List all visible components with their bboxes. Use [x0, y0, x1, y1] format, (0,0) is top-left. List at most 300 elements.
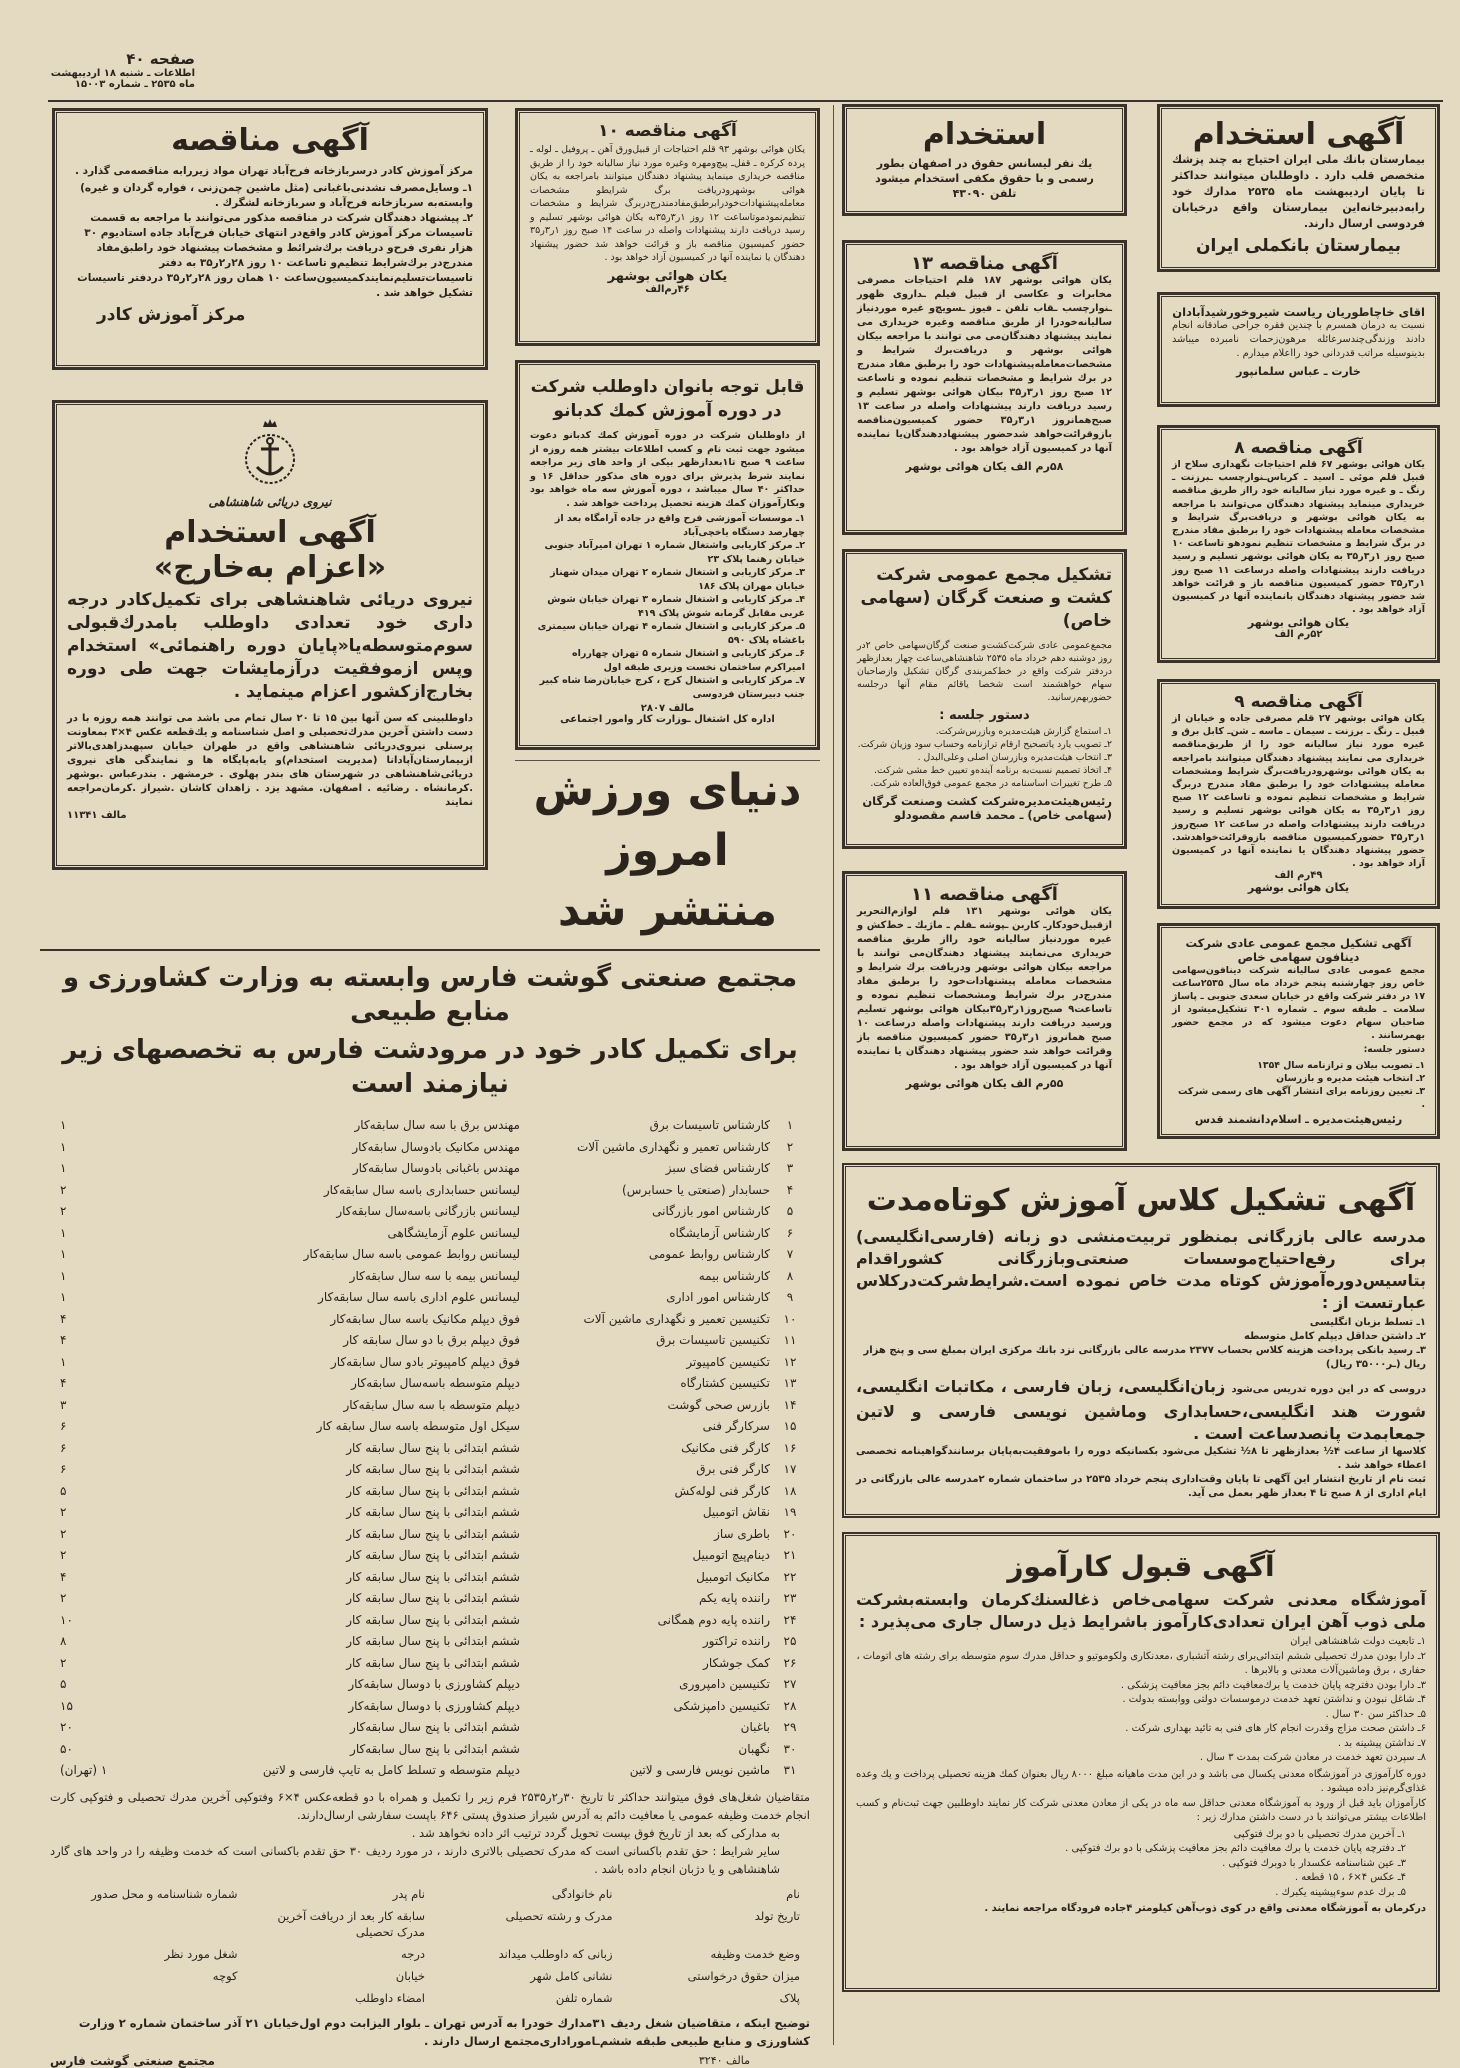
row-number: ۱۳ [783, 1376, 797, 1390]
job-title: تکنیسین کامپیوتر [686, 1354, 770, 1369]
row-number: ۱۲ [783, 1354, 797, 1369]
ad-title: قابل توجه بانوان داوطلب شرکت در دوره آموزش کمك کدبانو [530, 377, 805, 421]
short-course-ad [842, 1163, 1440, 1518]
list-item: ۸ـ سپردن تعهد خدمت در معادن شرکت بمدت ۳ سال . [1199, 1752, 1426, 1763]
ad-code: مالف ۲۸۰۷ [640, 703, 695, 714]
jobs-table [40, 1115, 820, 1782]
row-number: ۱۴ [783, 1397, 797, 1412]
form-field-label: کوچه [212, 1968, 238, 1983]
sports-subtitle: منتشر شد [557, 885, 778, 936]
job-title: کارشناس تعمیر و نگهداری ماشین آلات [576, 1139, 770, 1154]
list-item: ۲ـ دفترچه پایان خدمت یا برك معافیت دائم بجز معافیت پزشکی با دو برك فتوکپی . [1065, 1843, 1406, 1854]
job-requirement: ششم ابتدائی با پنج سال سابقه کار [346, 1548, 520, 1562]
job-ad-isfahan [842, 104, 1127, 216]
courses-list: زبان‌انگلیسی، زبان فارسی ، مکاتبات انگلیسی، شورت هند انگلیسی،حسابداری وماشین نویسی فارسی و لاتین جمعابمدت پانصدساعت است . [856, 1377, 1426, 1443]
job-requirement: دیپلم متوسطه باسه‌سال سابقه‌کار [351, 1376, 520, 1390]
column-divider [833, 105, 834, 2045]
job-requirement: مهندس باغبانی بادوسال سابقه‌کار [352, 1161, 520, 1175]
positions-count: ۲ [60, 1505, 67, 1519]
list-item: ۲ـ انتخاب هیئت مدیره و بازرسان [1276, 1073, 1425, 1084]
table-row [50, 1717, 810, 1739]
list-item: ۴ـ اتخاذ تصمیم نسبت‌به برنامه آینده‌و تعیین خط مشی شرکت. [874, 765, 1112, 776]
table-row [50, 1588, 810, 1610]
table-row [50, 1180, 810, 1202]
row-number: ۲۱ [783, 1548, 797, 1562]
table-row [50, 1696, 810, 1718]
ad-signature: مجتمع صنعتی گوشت فارس [50, 2053, 215, 2068]
masthead [45, 50, 195, 90]
form-field-label: پلاک [779, 1990, 800, 2005]
table-row [50, 1137, 810, 1159]
ad-title: آگهی مناقصه ۹ [1234, 692, 1363, 712]
job-requirement: ششم ابتدائی با پنج سال سابقه کار [346, 1526, 520, 1541]
job-requirement: ششم ابتدائی با پنج سال سابقه کار [346, 1483, 520, 1498]
table-row [50, 1610, 810, 1632]
list-item: ۲ـ تصویب یارد یاتصحیح ارقام ترازنامه وحساب سود وزیان شرکت. [857, 739, 1112, 750]
job-requirement: فوق دیپلم برق با دو سال سابقه کار [343, 1333, 520, 1347]
navy-emblem-icon [235, 413, 305, 493]
job-requirement: لیسانس بیمه با سه سال سابقه‌کار [349, 1268, 520, 1283]
ad-body: داوطلبینی که سن آنها بین ۱۵ تا ۲۰ سال تمام می باشد می توانند همه روزه با در دست داشتن آخرین مدرك‌تحصیلی و اصل شناسنامه و یك‌قطعه عکس ۴×۳ بمعاونت پرسنلی نیروی‌دریائی شاهنشاهی واقع در طهران خیابان سپهبدزاهدی‌بالاتر ازبیمارستان‌آپادانا (مدیریت استخدام)و یابه‌پایگاه ها و نمایندگی های نیروی دریائی‌شاهنشاهی در شهرستان های بندر پهلوی . خرمشهر . بندرعباس .بوشهر .کرمانشاه . رضائیه . اصفهان. مشهد یزد . زاهدان کاشان .شیراز .کرمان‌مراجعه نمایند [67, 713, 473, 808]
table-row [50, 1502, 810, 1524]
job-requirement: سیکل اول متوسطه باسه سال سابقه کار [316, 1419, 520, 1433]
table-row [50, 1223, 810, 1245]
sports-magazine-ad [515, 760, 820, 941]
ad-body: مجمع عمومی عادی سالیانه شرکت دینافون‌سهامی خاص روز چهارشنبه پنجم خرداد ماه سال ۲۵۳۵ساعت ۱۷ در دفتر شرکت واقع در خیابان سعدی جنوبی ـ پاساژ سلامت ـ طبقه سوم ـ شماره ۳۰۱ تشکیل‌میشود از صاحبان سهام دعوت میشود که در مجمع حضور بهمرسانند . [1172, 965, 1425, 1041]
positions-count: ۱ [60, 1247, 67, 1261]
table-row [50, 1438, 810, 1460]
hospital-job-ad [1157, 104, 1440, 272]
emblem-caption: نیروی دریائی شاهنشاهی [208, 495, 332, 509]
table-row [50, 1416, 810, 1438]
job-title: کارشناس روابط عمومی [648, 1247, 770, 1261]
ad-headline: برای تکمیل کادر خود در مرودشت فارس به تخصصهای زیر نیازمند است [62, 1035, 798, 1099]
top-columns-right [842, 104, 1440, 1151]
job-title: کارشناس بیمه [698, 1268, 770, 1283]
list-item: ۳ـ عین شناسنامه عکسدار با دوبرك فتوکپی . [1222, 1857, 1406, 1869]
job-title: بازرس صحی گوشت [667, 1397, 770, 1412]
ad-code: ۴۹رم الف [1274, 870, 1323, 882]
ad-body: یکان هوائی بوشهر ۱۸۷ قلم احتیاجات مصرفی مخابرات و عکاسی از قبیل فیلم ـداروی ظهور ـنوارچسب ـقاب تلفن ـ فیوز ـسویچ‌و غیره موردنیاز سالیانه‌خودرا از طریق مناقصه وغیره خریداری می نمایند پیشنهاد دهندگان‌می می توانند با مراجعه بیکان هوائی بوشهر و دریافت‌برك شرایط و مشخصات‌معامله‌پیشنهادات خود را برطبق مفاد مندرج در برك شرایط و مشخصات تنظیم نموده و تاساعت ۱۲ صبح روز ۱ر۳ر۳۵ بیکان هوائی بوشهر تسلیم و رسید دریافت دارند پیشنهادات واصله در ساعت ۱۳ صبح‌همانروز ۱ر۳ر۳۵ حضور کمیسیون‌مناقصه بازوقرائت‌خواهد شدحضور پیشنهاددهندگان‌یا نماینده آنها در کمیسیون آزاد خواهد بود . [857, 275, 1112, 454]
row-number: ۲۲ [783, 1569, 797, 1584]
ad-items [856, 1635, 1426, 1766]
form-field-label: شماره تلفن [555, 1990, 613, 2005]
job-requirement: ششم ابتدائی با پنج سال سابقه‌کار [350, 1720, 520, 1734]
table-row [50, 1395, 810, 1417]
ad-title: آگهی مناقصه ۱۳ [911, 253, 1058, 274]
positions-count: ۸ [60, 1634, 67, 1648]
row-number: ۲۵ [783, 1634, 797, 1648]
ad-code: مالف ۱۱۳۴۱ [67, 810, 127, 821]
issue-date: اطلاعات ـ شنبه ۱۸ اردیبهشت [50, 68, 195, 79]
table-row [50, 1524, 810, 1546]
row-number: ۱۷ [783, 1462, 797, 1476]
ad-phone: تلفن ۴۳۰۹۰ [952, 187, 1017, 200]
dinafon-assembly-ad [1157, 923, 1440, 1139]
ad-lead: نیروی دریائی شاهنشاهی برای تکمیل‌کادر درجه داری خود تعدادی داوطلب بامدرك‌قبولی سوم‌متوسطه‌یا«پایان دوره راهنمائی» استخدام وپس ازموفقیت درآزمایشات جهت طی دوره بخارج‌ازکشور اعزام مینماید . [67, 590, 473, 702]
sports-title: دنیای ورزش امروز [533, 765, 802, 876]
job-requirement: لیسانس بازرگانی باسه‌سال سابقه‌کار [336, 1204, 520, 1218]
row-number: ۹ [786, 1290, 794, 1304]
row-number: ۲۰ [783, 1526, 797, 1541]
positions-count: ۶ [60, 1462, 67, 1476]
job-requirement: لیسانس روابط عمومی باسه سال سابقه‌کار [303, 1247, 520, 1261]
ad-code: ۴۶رم‌الف [645, 283, 690, 295]
job-requirement: ششم ابتدائی با پنج سال سابقه کار [346, 1440, 520, 1455]
list-item: ۱ـ تسلط بزبان انگلیسی [1309, 1317, 1426, 1328]
row-number: ۷ [786, 1247, 794, 1261]
job-title: کارشناس تاسیسات برق [649, 1118, 770, 1132]
row-number: ۱۵ [783, 1419, 797, 1433]
table-row [50, 1760, 810, 1782]
ad-signature: رئیس‌هیئت‌مدیره ـ اسلام‌دانشمند قدس [1194, 1113, 1403, 1126]
job-title: کارگر فنی مکانیک [681, 1440, 770, 1455]
table-row [50, 1115, 810, 1137]
positions-count: ۴ [60, 1376, 67, 1390]
job-title: تکنیسین دامپزشکی [673, 1698, 770, 1713]
ad-title: آگهی مناقصه ۱۰ [598, 121, 737, 141]
ad-lead: مدرسه عالی بازرگانی بمنظور تربیت‌منشی دو زبانه (فارسی‌انگلیسی) برای رفع‌احتیاج‌موسسات صنعتی‌وبازرگانی کشوراقدام بتاسیس‌دوره‌آموزش کوتاه مدت خاص نموده است.شرایط‌شرکت‌درکلاس عبارتست از : [856, 1227, 1426, 1312]
ad-body: یك نفر لیسانس حقوق در اصفهان بطور رسمی و با حقوق مکفی استخدام میشود [875, 157, 1094, 185]
list-item: ۱ـ وسایل‌مصرف نشدنی‌باغبانی (مثل ماشین چمن‌زنی ، فواره گردان و غیره) وابسته‌به سربازخانه فرح‌آباد و سربازخانه لشگرك . [80, 182, 473, 209]
job-requirement: ششم ابتدائی با پنج سال سابقه کار [346, 1634, 520, 1648]
ad-title: آگهی استخدام [1192, 117, 1405, 152]
agenda-title: دستور جلسه: [1363, 1044, 1425, 1055]
list-item: ۲ـ دارا بودن مدرك تحصیلی ششم ابتدائی‌برای رشته آتشباری ،معدنکاری ولکوموتیو و حداقل مدرك سوم متوسطه برای رشته های اتومات ، حفاری ، برق وماشین‌آلات معدنی و بالابرها . [856, 1650, 1426, 1676]
row-number: ۱ [786, 1118, 794, 1132]
list-item: ۱ـ استماع گزارش هیئت‌مدیره وبازرس‌شرکت. [935, 726, 1112, 737]
table-row [50, 1309, 810, 1331]
list-item: ۳ـ مرکز کاریابی و اشتغال شماره ۲ تهران میدان شهناز خیابان مهران پلاک ۱۸۶ [550, 567, 805, 592]
training-period: دوره کارآموزی در آموزشگاه معدنی یکسال می باشد و در این مدت ماهیانه مبلغ ۸۰۰۰ ریال بعنوان کمك هزینه تحصیلی پرداخت و یك وعده غذای‌گرم‌نیز داده میشود . [856, 1768, 1426, 1794]
row-number: ۳۱ [783, 1763, 797, 1777]
positions-count: ۱ (تهران) [60, 1763, 108, 1777]
job-title: ماشین نویس فارسی و لاتین [629, 1763, 770, 1777]
ad-code: ۵۲رم الف [1274, 629, 1323, 641]
job-title: کمک جوشکار [703, 1655, 770, 1670]
table-row [50, 1567, 810, 1589]
positions-count: ۶ [60, 1419, 67, 1433]
ad-body: مرکز آموزش کادر درسربازخانه فرح‌آباد تهران مواد زیررابه مناقصه‌می گذارد . [75, 165, 473, 177]
ad-signature: ۵۸رم الف یکان هوائی بوشهر [905, 460, 1064, 473]
row-number: ۳ [786, 1161, 794, 1175]
left-half [52, 108, 820, 2068]
table-row [50, 1739, 810, 1761]
positions-count: ۲ [60, 1548, 67, 1562]
row-number: ۶ [786, 1225, 794, 1240]
positions-count: ۵ [60, 1483, 67, 1498]
list-item: ۲ـ مرکز کاریابی واشتغال شماره ۱ تهران امیرآباد جنوبی خیابان رهنما پلاک ۲۳ [544, 540, 805, 565]
ad-title: آگهی مناقصه ۱۱ [911, 884, 1058, 905]
row-number: ۴ [786, 1182, 794, 1197]
row-number: ۲۷ [783, 1677, 797, 1691]
notice-title: اقای خاچاطوریان ریاست شیروخورشیدآبادان [1172, 305, 1425, 319]
job-requirement: دیپلم متوسطه با سه سال سابقه‌کار [343, 1397, 520, 1412]
ad-body: یکان هوائی بوشهر ۲۷ قلم مصرفی جاده و خیابان از قبیل ـ رنگ ـ برزنت ـ سیمان ـ ماسه ـ شن‌ـ کابل برق و غیره مورد نیاز سالیانه خود را از طریق‌مناقصه خریداری می نمایند پیشنهاد دهندگان میتوانند بامراجعه به یکان هوائی بوشهرودریافت‌برگ شرایط ومشخصات معامله پیشنهادات خود را برطبق مفاد مندرج دربرگ شرایط و مشخصات تنظیم نموده و تاساعت ۱۲ صبح روز ۱ر۳ر۳۵ به یکان هوائی بوشهر تسلیم و رسید دریافت دارند پیشنهادات واصله در ساعت ۱۲ صبح‌روز ۱ر۳ر۳۵ حضورکمیسیون مناقصه بازوقرائت‌خواهدشد. حضور پیشنهاد دهندگان یا نماینده آنها در کمیسیون آزاد خواهد بود . [1172, 713, 1426, 870]
job-title: کارگر فنی برق [696, 1462, 770, 1476]
tehran-note: توضیح اینکه ، متقاضیان شغل ردیف ۳۱مدارك خودرا به آدرس تهران ـ بلوار الیزابت دوم اول‌خیابان ۲۱ آذر ساختمان شماره ۲ وزارت کشاورزی و منابع طبیعی طبقه ششم‌ـاموراداری‌مجتمع ارسال دارند . [78, 2015, 810, 2048]
ad-title: آگهی مناقصه ۸ [1234, 438, 1363, 458]
ad-headline: مجتمع صنعتی گوشت فارس وابسته به وزارت کشاورزی و منابع طبیعی [62, 963, 798, 1027]
table-row [50, 1631, 810, 1653]
job-title: راننده پایه دوم همگانی [657, 1612, 770, 1627]
job-title: تکنیسین تاسیسات برق [656, 1333, 770, 1347]
positions-count: ۶ [60, 1440, 67, 1455]
positions-count: ۱ [60, 1118, 67, 1132]
ad-code: مالف ۳۲۴۰ [698, 2053, 750, 2067]
form-field-label: نام خانوادگی [551, 1886, 613, 1901]
form-field-label [60, 1990, 238, 2006]
job-requirement: ششم ابتدائی با پنج سال سابقه کار [346, 1462, 520, 1476]
list-item: ۴ـ عکس ۴×۶ ، ۱۵ قطعه . [1294, 1872, 1406, 1883]
list-item: ۳ـ دارا بودن دفترچه پایان خدمت یا برك‌معافیت دائم بجز معافیت پزشکی . [1120, 1679, 1426, 1691]
job-requirement: دیپلم متوسطه و تسلط کامل به تایپ فارسی و لاتین [262, 1763, 520, 1777]
top-columns-left [52, 108, 820, 941]
positions-count: ۱ [60, 1354, 67, 1369]
housekeeping-course-ad [515, 360, 820, 750]
job-requirement: ششم ابتدائی با پنج سال سابقه کار [346, 1612, 520, 1627]
list-item: ۵ـ برك عدم سوءپیشینه یکبرك . [1275, 1886, 1406, 1898]
row-number: ۵ [786, 1204, 794, 1218]
job-requirement: لیسانس علوم اداری باسه سال سابقه‌کار [318, 1290, 520, 1304]
address: درکرمان به آموزشگاه معدنی واقع در کوی ذوب‌آهن کیلومتر ۴جاده فرودگاه مراجعه نمایند . [984, 1903, 1426, 1914]
agenda-title: دستور جلسه : [939, 708, 1030, 723]
list-item: ۵ـ مرکز کاریابی و اشتغال شماره ۴ تهران خیابان سیمتری باغشاه پلاک ۵۹۰ [537, 621, 805, 646]
list-item: ۳ـ تعیین روزنامه برای انتشار آگهی های رسمی شرکت . [1178, 1086, 1425, 1110]
form-field-label: زبانی که داوطلب میداند [498, 1946, 613, 1961]
ad-signature: رئیس‌هیئت‌مدیره‌شرکت کشت وصنعت گرگان (سهامی خاص) ـ محمد قاسم مقصودلو [862, 794, 1112, 822]
column-1 [52, 108, 488, 870]
positions-count: ۲ [60, 1591, 67, 1605]
fars-meat-recruitment-ad [40, 949, 820, 2068]
table-row [50, 1352, 810, 1374]
application-instructions: متقاضیان شغل‌های فوق میتوانند حداکثر تا تاریخ ۳۰ر۲ر۲۵۳۵ فرم زیر را تکمیل و همراه با دو قطعه‌عکس ۴×۶ وفتوکپی آخرین مدرك تحصیلی و فتوکپی کارت انجام خدمت وظیفه عمومی یا معافیت دائم به آدرس شیراز صندوق پستی ۶۴۶ باپست سفارشی ارسال‌دارند. [50, 1789, 810, 1822]
job-title: کارشناس فضای سبز [665, 1161, 770, 1175]
job-title: راننده پایه یکم [698, 1591, 770, 1605]
column-2 [515, 108, 820, 941]
ad-signature: اداره کل اشتغال ـوزارت کار وامور اجتماعی [560, 714, 775, 725]
form-field-label: مدرک و رشته تحصیلی [505, 1908, 613, 1923]
job-requirement: دیپلم کشاورزی با دوسال سابقه‌کار [348, 1698, 520, 1713]
list-item: ۴ـ مرکز کاریابی و اشتغال شماره ۳ تهران خیابان شوش غربی مقابل گرمابه شوش پلاک ۴۱۹ [547, 594, 805, 619]
other-conditions: سایر شرایط : حق تقدم باکسانی است که مدرک تحصیلی بالاتری دارند ، در مورد ردیف ۳۰ حق تقدم باکسانی است که خدمت وظیفه را در واحد های گارد شاهنشاهی و یا دژبان انجام داده باشد . [50, 1843, 780, 1876]
row-number: ۳۰ [783, 1741, 797, 1756]
positions-count: ۲ [60, 1655, 67, 1670]
ad-items [530, 512, 805, 701]
row-number: ۲ [786, 1139, 794, 1154]
ad-body: مجمع‌عمومی عادی شرکت‌کشت‌و صنعت گرگان‌سهامی خاص ۲در روز دوشنبه دهم خرداد ماه ۲۵۳۵ شاهنشاهی‌ساعت چهار بعدازظهر دردفتر شرکت واقع در خط‌کمربندی گرگان تشکیل وازصاحبان سهام خواهشمند است شخصا یاقائم مقام آنها درجلسه حضوربهم‌رسانید. [857, 640, 1112, 703]
ad-signature: ۵۵رم الف یکان هوائی بوشهر [905, 1077, 1064, 1090]
job-title: تکنیسین کشتارگاه [680, 1376, 770, 1390]
ad-paragraphs [40, 1788, 820, 1878]
ad-lead: آموزشگاه معدنی شرکت سهامی‌خاص ذغالسنك‌کرمان وابسته‌بشرکت ملی ذوب آهن ایران تعدادی‌کارآموز باشرایط ذیل درسال جاری می‌پذیرد : [856, 1590, 1426, 1631]
list-item: ۳ـ رسید بانکی پرداخت هزینه کلاس بحساب ۲۳۷۷ مدرسه عالی بازرگانی نزد بانك مرکزی ایران بمبلغ سی و پنج هزار ریال (ـر۳۵۰۰۰ ریال) [863, 1345, 1426, 1370]
positions-count: ۳ [60, 1397, 67, 1412]
ad-items [856, 1316, 1426, 1372]
job-title: مکانیک اتومبیل [696, 1569, 770, 1584]
positions-count: ۱ [60, 1290, 67, 1304]
job-title: نگهبان [738, 1741, 770, 1756]
job-requirement: لیسانس حسابداری باسه سال سابقه‌کار [323, 1182, 520, 1197]
table-row [50, 1201, 810, 1223]
form-field-label: امضاء داوطلب [354, 1990, 425, 2005]
table-row [50, 1373, 810, 1395]
ad-signature: بیمارستان بانکملی ایران [1196, 236, 1401, 256]
job-title: تکنیسین دامپروری [679, 1677, 770, 1691]
tender-11-ad [842, 871, 1127, 1151]
ad-body: از داوطلبان شرکت در دوره آموزش کمك کدبانو دعوت میشود جهت ثبت نام و کسب اطلاعات بیشتر همه روزه از ساعت ۹ صبح تا۱بعدازظهر بیکی از واحد های زیر مراجعه نمایند شرط پذیرش برای دوره های مذکور حداقل ۱۶ و حداکثر ۴۰ سال میباشد ، دوره آموزش سه ماه خواهد بود وبکارآموزان کمك هزینه تحصیل پرداخت خواهد شد . [530, 430, 806, 509]
table-row [50, 1545, 810, 1567]
agenda-items [857, 725, 1112, 790]
ad-body: بیمارستان بانك ملی ایران احتیاج به چند پزشك متخصص قلب دارد . داوطلبان میتوانند حداکثر تا پایان اردیبهشت ماه ۲۵۳۵ مدارك خود رابه‌دبیرخانه‌این بیمارستان واقع درخیابان فردوسی ارسال دارند. [1172, 153, 1425, 230]
row-number: ۱۱ [783, 1333, 797, 1347]
job-requirement: ششم ابتدائی با پنج سال سابقه کار [346, 1591, 520, 1605]
ad-signature: یکان هوائی بوشهر [1247, 616, 1350, 630]
tender-13-ad [842, 240, 1127, 535]
ad-body: یکان هوائی بوشهر ۱۳۱ قلم لوازم‌التحریر ازقبیل‌خود‌کارـ کاربن ـپوشه ـقلم ـ ماژیك ـ خط‌کش و غیره موردنیاز سالیانه خود رااز طریق مناقصه خریداری می‌نمایند پیشنهاد دهندگان‌می توانند با مراجعه بیکان هوائی بوشهر ودریافت برك شرایط و مشخصات معامله پیشنهادات‌خود را برطبق مفاد مندرج‌در برك شرایط ومشخصات تنظیم نموده و تاساعت۹ صبح‌روز۱ر۳ر۳۵بیکان هوائی بوشهر تسلیم ورسید دریافت دارند پیشنهادات واصله درساعت ۱۰ صبح همانروز ۱ر۳ر۳۵ حضور کمیسیون مناقصه باز وقرائت خواهد شد حضور پیشنهاد دهندگان یا نماینده آنها در کمیسیون آزاد خواهد بود . [857, 906, 1112, 1071]
table-row [50, 1653, 810, 1675]
list-item: ۲ـ داشتن حداقل دیپلم کامل متوسطه [1243, 1331, 1426, 1342]
column-3 [842, 104, 1127, 1151]
job-requirement: فوق دیپلم مکانیک باسه سال سابقه‌کار [330, 1311, 520, 1326]
positions-count: ۱ [60, 1139, 67, 1154]
form-field-label: نام پدر [392, 1886, 425, 1901]
table-row [50, 1459, 810, 1481]
row-number: ۲۴ [783, 1612, 797, 1627]
job-requirement: ششم ابتدائی با پنج سال سابقه‌کار [350, 1741, 520, 1756]
job-requirement: ششم ابتدائی با پنج سال سابقه کار [346, 1569, 520, 1584]
row-number: ۲۳ [783, 1591, 797, 1605]
job-title: باغبان [740, 1720, 770, 1734]
row-number: ۱۰ [783, 1311, 797, 1326]
thank-you-notice [1157, 292, 1440, 407]
job-title: کارشناس امور اداری [666, 1290, 770, 1304]
issue-number: ماه ۲۵۳۵ ـ شماره ۱۵۰۰۳ [74, 79, 195, 90]
row-number: ۲۶ [783, 1655, 797, 1670]
positions-count: ۲ [60, 1182, 67, 1197]
top-rule [48, 100, 1443, 102]
ad-title: استخدام [922, 117, 1047, 152]
ad-signature: یکان هوائی بوشهر [1247, 881, 1350, 895]
form-field-label: نام [786, 1886, 800, 1901]
ad-signature: یکان هوائی بوشهر [607, 268, 728, 284]
positions-count: ۵۰ [60, 1741, 73, 1756]
ad-title: آگهی تشکیل مجمع عمومی عادی شرکت دینافون سهامی خاص [1185, 936, 1412, 964]
positions-count: ۵ [60, 1677, 67, 1691]
list-item: ۵ـ طرح تغییرات اساسنامه در مجمع عمومی فوق‌العاده شرکت. [870, 778, 1112, 789]
positions-count: ۱۵ [60, 1698, 73, 1713]
ad-body: یکان هوائی بوشهر ۶۷ قلم احتیاجات نگهداری سلاح از قبیل قلم موئی ـ اسید ـ کرباس‌ـنوارچسب ـبرزنت ـ رنگ ـ و غیره مورد نیاز سالیانه خود رااز طریق مناقصه خریداری مینماید پیشنهاد دهندگان می‌توانند با مراجعه به یکان هوائی بوشهر و دریافت‌برگ شرایط و مشخصات معامله پیشنهادات خود را برطبق مفاد مندرج در برگ شرایط و مشخصات تنظیم نمودهو تاساعت ۱۰ صبح روز ۱ر۳ر۳۵ به یکان هوائی بوشهر تسلیم و رسید دریافت دارند پیشنهادات واصله درساعت ۱۱ صبح روز ۱ر۳ر۳۵ حضور کمیسیون مناقصه باز و قرائت خواهد شد حضور پیشنهاد دهندگان بانماینده آنها در کمیسیون آزاد خواهد بود . [1172, 459, 1425, 616]
table-row [50, 1330, 810, 1352]
ad-title: آگهی قبول کارآموز [1007, 1550, 1275, 1583]
list-item: ۷ـ نداشتن پیشینه بد . [1337, 1737, 1426, 1749]
positions-count: ۱ [60, 1161, 67, 1175]
application-form [40, 1886, 820, 2006]
job-title: کارشناس امور بازرگانی [652, 1204, 770, 1218]
list-item: ۱ـ تابعیت دولت شاهنشاهی ایران [1290, 1636, 1426, 1647]
table-row [50, 1481, 810, 1503]
right-half [842, 104, 1440, 1992]
job-title: راننده تراکتور [702, 1634, 770, 1648]
ad-title: آگهی مناقصه [171, 123, 369, 158]
tender-8-ad [1157, 425, 1440, 663]
row-number: ۱۶ [783, 1440, 797, 1455]
ad-footer [40, 2054, 820, 2068]
table-row [50, 1244, 810, 1266]
form-field-label: وضع خدمت وظیفه [710, 1946, 800, 1961]
job-requirement: مهندس برق با سه سال سابقه‌کار [354, 1118, 520, 1132]
ad-body: یکان هوائی بوشهر ۹۳ قلم احتیاجات از قبیل‌ورق آهن ـ پروفیل ـ لوله ـ پرده کرکره ـ قفل‌ـ پیچ‌ومهره وغیره مورد نیاز سالیانه خود را از طریق مناقصه خریداری مینماید پیشنهاد دهندگان میتوانند بامراجعه به یکان هوائی بوشهرودریافت برگ شرایطو مشخصات معامله‌پیشنهادات‌خودرابرطبق‌مفادمندرج‌دربرگ شرایط و مشخصات تنظیم‌نمودموتاساعت ۱۲ روز ۱ر۳ر۳۵به یکان هوائی بوشهر تسلیم و رسید دریافت دارند پیشنهادات واصله در ساعت ۱۴ صبح روز ۱ر۳ر۳۵ حضور کمیسیون مناقصه باز و قرائت خواهد شد حضور پیشنهاد دهندگان یا نماینده آنها در کمیسیون آزاد خواهد بود . [530, 144, 805, 263]
class-hours: کلاسها از ساعت ۴½ بعدازظهر تا ۸½ تشکیل می‌شود بکسانیکه دوره را باموفقیت‌به‌پایان برسانندگواهینامه تخصصی اعطاء خواهد شد . [856, 1446, 1426, 1471]
table-row [50, 1287, 810, 1309]
ad-title: آگهی استخدام [164, 515, 376, 550]
positions-count: ۲۰ [60, 1720, 73, 1734]
form-field-label: شغل مورد نظر [164, 1946, 238, 1961]
list-item: ۳ـ انتخاب هیئت‌مدیره وبازرسان اصلی وعلی‌البدل . [917, 752, 1112, 763]
job-title: تکنیسین تعمیر و نگهداری ماشین آلات [583, 1311, 770, 1326]
notice-body: نسبت به درمان همسرم با چندین فقره جراحی صادقانه انجام دادند وزندگی‌چندسرعائله مرهون‌زحمات نامبرده میباشد بدینوسیله مراتب قدردانی خود رااعلام میدارم . [1172, 320, 1425, 359]
notice-signature: خارت ـ عباس سلمانپور [1236, 365, 1361, 378]
late-submission-note: به مدارکی که بعد از تاریخ فوق بپست تحویل گردد ترتیب اثر داده نخواهد شد . [411, 1825, 780, 1840]
tender-ad-training-center [52, 108, 488, 370]
ad-title: تشکیل مجمع عمومی شرکت کشت و صنعت گرگان (سهامی خاص) [860, 565, 1112, 631]
gorgan-assembly-ad [842, 549, 1127, 849]
list-item: ۵ـ حداکثر سن ۳۰ سال . [1325, 1708, 1426, 1720]
positions-count: ۱ [60, 1225, 67, 1240]
table-row [50, 1266, 810, 1288]
list-item: ۱ـ تصویب بیلان و ترازنامه سال ۱۳۵۴ [1257, 1060, 1425, 1071]
positions-count: ۲ [60, 1204, 67, 1218]
list-item: ۱ـ موسسات آموزشی فرح واقع در جاده آرامگاه بعد از چهارصد دستگاه یاخچی‌آباد [554, 513, 805, 538]
list-item: ۱ـ آخرین مدرك تحصیلی با دو برك فتوکپی [1233, 1828, 1406, 1840]
ad-signature: مرکز آموزش کادر [97, 305, 246, 325]
positions-count: ۴ [60, 1311, 67, 1326]
job-title: حسابدار (صنعتی یا حسابرس) [622, 1182, 770, 1197]
form-field-label: سابقه کار بعد از دریافت آخرین مدرک تحصیلی [277, 1908, 425, 1939]
form-field-label: خیابان [395, 1968, 425, 1983]
column-4 [1157, 104, 1440, 1139]
positions-count: ۲ [60, 1526, 67, 1541]
positions-count: ۴ [60, 1333, 67, 1347]
form-field-label: شماره شناسنامه و محل صدور [91, 1886, 238, 1901]
job-title: سرکارگر فنی [702, 1419, 770, 1433]
ad-title: آگهی تشکیل کلاس آموزش کوتاه‌مدت [866, 1183, 1416, 1218]
job-title: دینام‌پیچ اتومبیل [692, 1548, 770, 1562]
form-field-label: نشانی کامل شهر [530, 1968, 613, 1983]
agenda-items [1172, 1059, 1425, 1111]
job-requirement: ششم ابتدائی با پنج سال سابقه کار [346, 1505, 520, 1519]
job-title: باطری ساز [714, 1526, 770, 1541]
required-documents [856, 1828, 1426, 1901]
ad-subtitle: «اعزام به‌خارج» [153, 550, 387, 585]
job-requirement: دیپلم کشاورزی با دوسال سابقه‌کار [348, 1677, 520, 1691]
list-item: ۷ـ مرکز کاریابی و اشتغال کرج ، کرج خیابان‌رضا شاه کبیر جنب دبیرستان فردوسی [539, 675, 805, 700]
row-number: ۲۸ [783, 1698, 797, 1713]
job-title: کارشناس آزمایشگاه [669, 1225, 770, 1240]
tender-9-ad [1157, 679, 1440, 909]
table-row [50, 1158, 810, 1180]
row-number: ۱۸ [783, 1483, 797, 1498]
courses [856, 1376, 1426, 1445]
positions-count: ۱ [60, 1268, 67, 1283]
job-requirement: فوق دیپلم کامپیوتر بادو سال سابقه‌کار [330, 1354, 520, 1369]
page-number: صفحه ۴۰ [126, 50, 195, 68]
navy-recruitment-ad [52, 400, 488, 870]
registration-info: کارآموزان باید قبل از ورود به آموزشگاه معدنی حداقل سه ماه در یکی از معادن معدنی شرکت کار نمایند داوطلبین جهت ثبت‌نام و کسب اطلاعات بیشتر می‌توانند با در دست داشتن مدارك زیر : [856, 1797, 1426, 1823]
row-number: ۱۹ [783, 1505, 797, 1519]
job-requirement: ششم ابتدائی با پنج سال سابقه کار [346, 1655, 520, 1670]
tender-10-ad [515, 108, 820, 346]
